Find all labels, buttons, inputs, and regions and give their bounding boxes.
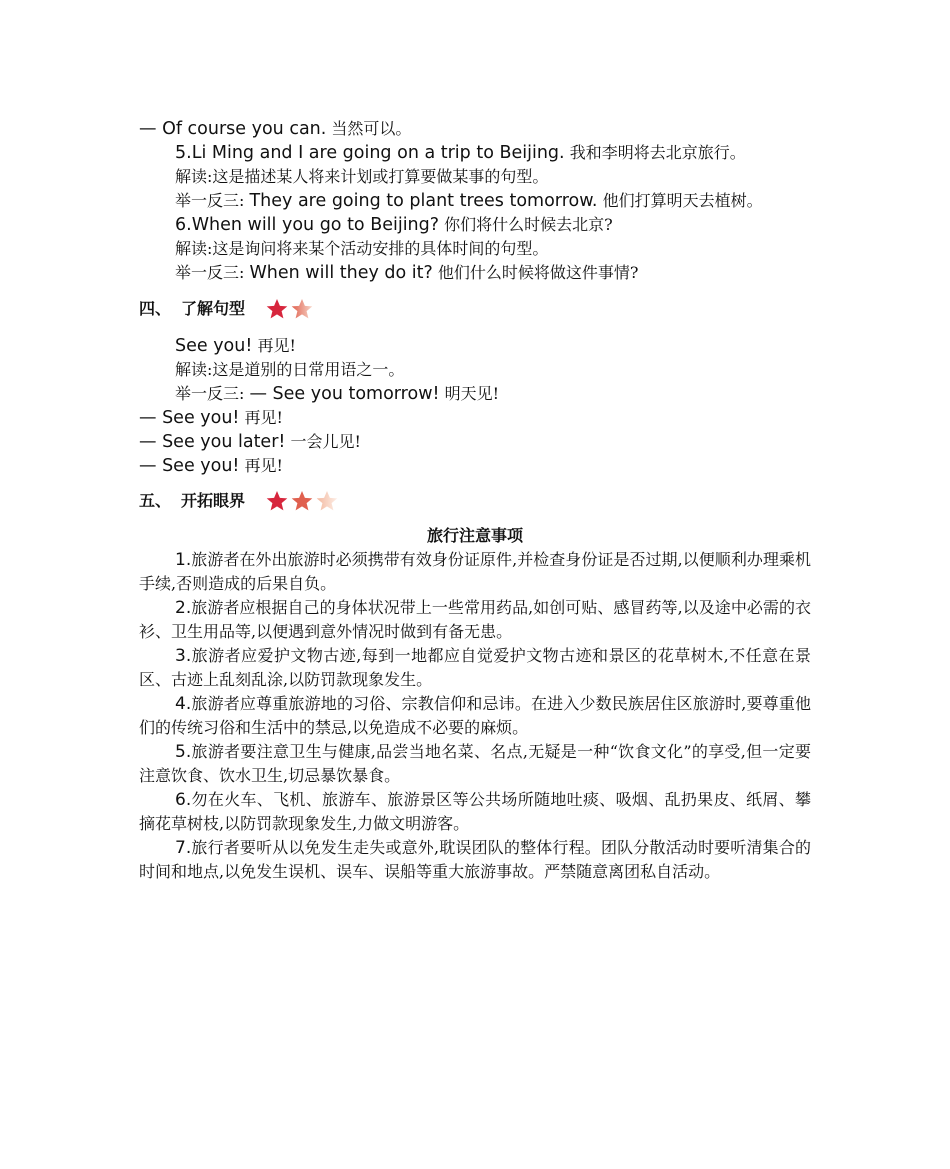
section-title: 了解句型 [181,299,246,318]
example-line: 举一反三: When will they do it? 他们什么时候将做这件事情? [175,263,639,283]
notice-paragraph-6: 6.勿在火车、飞机、旅游车、旅游景区等公共场所随地吐痰、吸烟、乱扔果皮、纸屑、攀摘花草树枝,以防罚款现象发生,力做文明游客。 [139,790,811,833]
notice-paragraph-2: 2.旅游者应根据自己的身体状况带上一些常用药品,如创可贴、感冒药等,以及途中必需的衣衫、卫生用品等,以便遇到意外情况时做到有备无患。 [139,598,811,641]
notice-title: 旅行注意事项 [426,526,523,545]
star-rating [265,489,339,513]
section-number: 五、 [139,491,172,510]
star-rating [265,297,314,321]
sentence-pattern-6: 6.When will you go to Beijing? 你们将什么时候去北京? [175,215,613,235]
notice-paragraph-1: 1.旅游者在外出旅游时必须携带有效身份证原件,并检查身份证是否过期,以便顺利办理乘机手续,否则造成的后果自负。 [139,550,811,593]
section-heading-4 [139,296,314,322]
star-icon [315,489,339,513]
notice-paragraph-4: 4.旅游者应尊重旅游地的习俗、宗教信仰和忌讳。在进入少数民族居住区旅游时,要尊重他们的传统习俗和生活中的禁忌,以免造成不必要的麻烦。 [139,694,811,737]
star-icon [265,297,289,321]
example-line: 举一反三: They are going to plant trees tomorrow. 他们打算明天去植树。 [175,191,763,211]
explanation-line: 解读:这是道别的日常用语之一。 [175,360,405,379]
section-number: 四、 [139,299,172,318]
notice-paragraph-7: 7.旅行者要听从以免发生走失或意外,耽误团队的整体行程。团队分散活动时要听清集合的时间和地点,以免发生误机、误车、误船等重大旅游事故。严禁随意离团私自活动。 [139,838,811,881]
star-icon [290,489,314,513]
dialogue-line: — See you! 再见! [139,408,283,428]
notice-paragraph-5: 5.旅游者要注意卫生与健康,品尝当地名菜、名点,无疑是一种“饮食文化”的享受,但一定要注意饮食、饮水卫生,切忌暴饮暴食。 [139,742,811,785]
explanation-line: 解读:这是描述某人将来计划或打算要做某事的句型。 [175,167,549,186]
dialogue-line: — Of course you can. 当然可以。 [139,119,412,139]
star-icon [265,489,289,513]
notice-paragraph-3: 3.旅游者应爱护文物古迹,每到一地都应自觉爱护文物古迹和景区的花草树木,不任意在景区、古迹上乱刻乱涂,以防罚款现象发生。 [139,646,811,689]
dialogue-line: — See you later! 一会儿见! [139,432,361,452]
example-line: 举一反三: — See you tomorrow! 明天见! [175,384,500,404]
section-heading-5 [139,488,339,514]
explanation-line: 解读:这是询问将来某个活动安排的具体时间的句型。 [175,239,549,258]
section-title: 开拓眼界 [181,491,246,510]
star-icon [290,297,314,321]
dialogue-line: — See you! 再见! [139,456,283,476]
sentence-pattern-5: 5.Li Ming and I are going on a trip to Beijing. 我和李明将去北京旅行。 [175,143,746,163]
sentence-pattern: See you! 再见! [175,336,296,356]
